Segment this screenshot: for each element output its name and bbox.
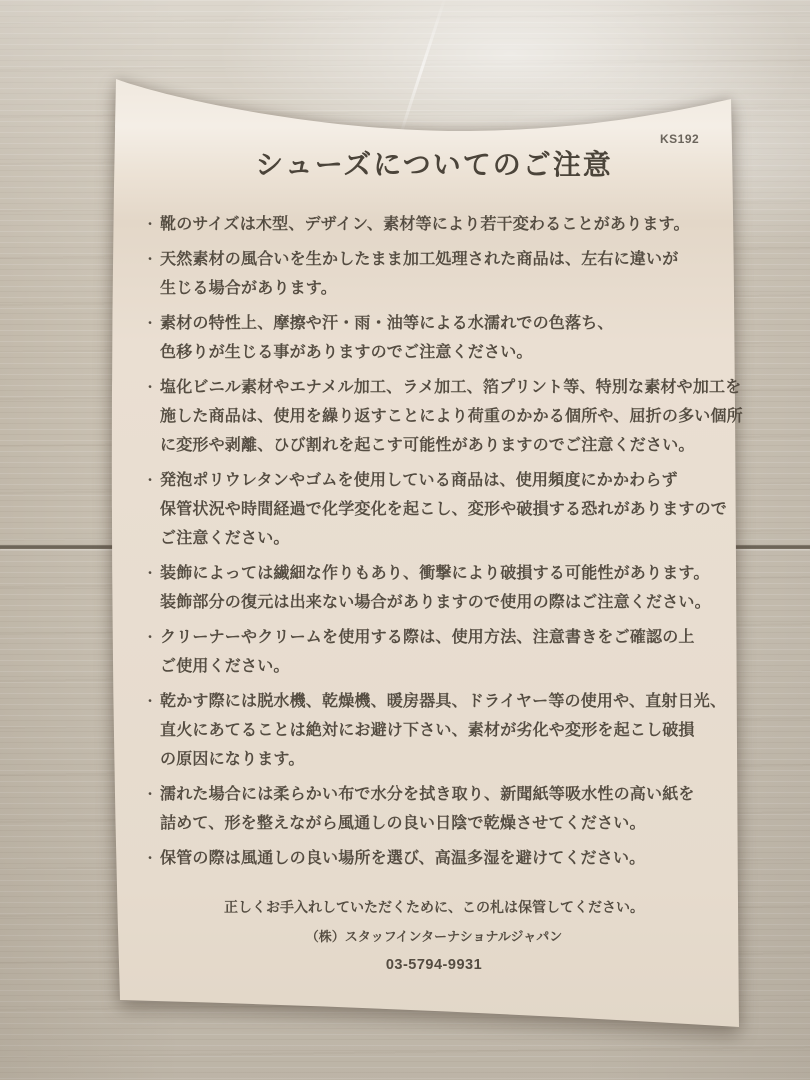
notice-line: 保管状況や時間経過で化学変化を起こし、変形や破損する恐れがありますので (160, 501, 728, 518)
notice-line: 天然素材の風合いを生かしたまま加工処理された商品は、左右に違いが (160, 251, 679, 268)
notice-item (144, 245, 724, 303)
footer-company-name: （株）スタッフインターナショナルジャパン (305, 929, 563, 944)
notice-line: クリーナーやクリームを使用する際は、使用方法、注意書きをご確認の上 (160, 629, 695, 646)
notice-item (144, 780, 724, 838)
notice-line: に変形や剥離、ひび割れを起こす可能性がありますのでご注意ください。 (160, 437, 695, 454)
bullet-icon: ・ (144, 473, 157, 487)
bullet-icon: ・ (144, 316, 157, 330)
card-content (144, 146, 743, 980)
notice-line: 素材の特性上、摩擦や汗・雨・油等による水濡れでの色落ち、 (160, 315, 614, 332)
bullet-icon: ・ (144, 694, 157, 708)
bullet-icon: ・ (144, 566, 157, 580)
bullet-icon: ・ (144, 380, 157, 394)
card-code: KS192 (660, 132, 700, 146)
notice-line: 乾かす際には脱水機、乾燥機、暖房器具、ドライヤー等の使用や、直射日光、 (160, 693, 727, 710)
notice-line: 保管の際は風通しの良い場所を選び、高温多湿を避けてください。 (160, 850, 646, 867)
notice-item (144, 466, 728, 553)
notice-line: 塩化ビニル素材やエナメル加工、ラメ加工、箔プリント等、特別な素材や加工を (160, 379, 742, 396)
card-title: シューズについてのご注意 (255, 149, 613, 180)
bullet-icon: ・ (144, 630, 157, 644)
notice-line: 靴のサイズは木型、デザイン、素材等により若干変わることがあります。 (160, 216, 690, 233)
notice-line: 濡れた場合には柔らかい布で水分を拭き取り、新聞紙等吸水性の高い紙を (160, 786, 695, 803)
notice-item (144, 210, 724, 239)
notice-line: 直火にあてることは絶対にお避け下さい、素材が劣化や変形を起こし破損 (160, 722, 695, 739)
bullet-icon: ・ (144, 217, 157, 231)
notice-item (144, 623, 724, 681)
notice-line: 装飾部分の復元は出来ない場合がありますので使用の際はご注意ください。 (160, 594, 711, 611)
notice-line: ご使用ください。 (160, 658, 290, 675)
notice-line: 発泡ポリウレタンやゴムを使用している商品は、使用頻度にかかわらず (160, 472, 678, 489)
notice-item (144, 687, 727, 774)
notice-line: ご注意ください。 (160, 530, 290, 547)
card-footer (144, 893, 724, 980)
notice-item (144, 844, 724, 873)
footer-phone-number: 03-5794-9931 (385, 957, 483, 973)
notice-line: 装飾によっては繊細な作りもあり、衝撃により破損する可能性があります。 (160, 565, 710, 582)
footer-keep-note: 正しくお手入れしていただくために、この札は保管してください。 (224, 899, 644, 915)
notice-item (144, 373, 743, 460)
notice-item (144, 309, 724, 367)
notice-line: 詰めて、形を整えながら風通しの良い日陰で乾燥させてください。 (160, 815, 646, 832)
notice-line: 施した商品は、使用を繰り返すことにより荷重のかかる個所や、屈折の多い個所 (160, 408, 743, 425)
notice-line: 生じる場合があります。 (160, 280, 337, 297)
bullet-icon: ・ (144, 787, 157, 801)
notice-line: の原因になります。 (160, 751, 305, 768)
notice-line: 色移りが生じる事がありますのでご注意ください。 (160, 344, 533, 361)
bullet-icon: ・ (144, 252, 157, 266)
notice-item (144, 559, 724, 617)
bullet-icon: ・ (144, 851, 157, 865)
